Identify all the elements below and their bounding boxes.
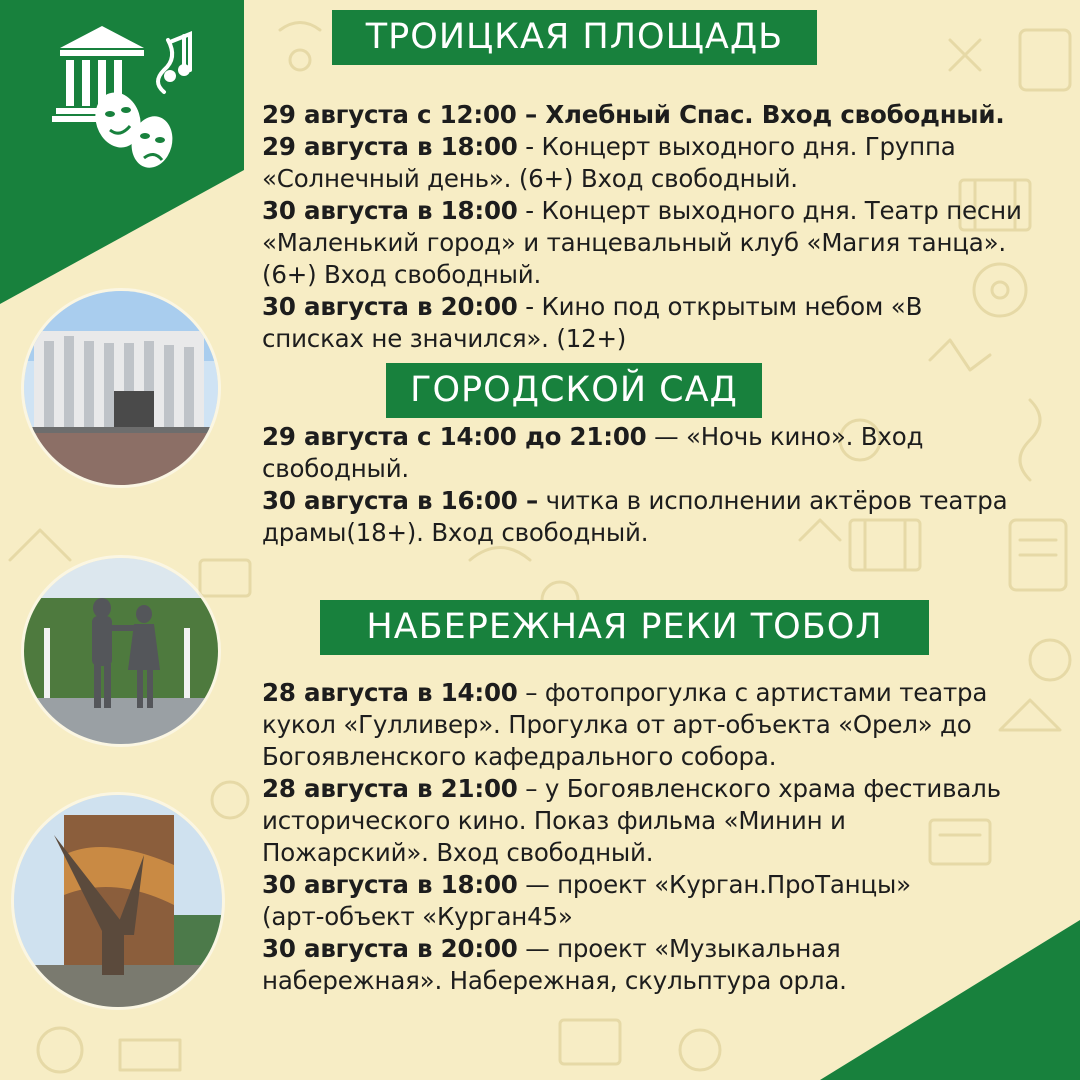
event-line: 30 августа в 18:00 - Концерт выходного дня. Театр песни <box>262 196 1022 225</box>
event-line: «Солнечный день». (6+) Вход свободный. <box>262 164 798 193</box>
events-gorodskoy-sad <box>262 421 1007 549</box>
section-title-naberezhnaya: НАБЕРЕЖНАЯ РЕКИ ТОБОЛ <box>320 600 929 655</box>
event-line: «Маленький город» и танцевальный клуб «Магия танца». <box>262 228 1006 257</box>
event-line: (6+) Вход свободный. <box>262 260 542 289</box>
event-line: 30 августа в 18:00 — проект «Курган.ПроТанцы» <box>262 870 911 899</box>
event-line: (арт-объект «Курган45» <box>262 902 573 931</box>
event-line: списках не значился». (12+) <box>262 324 627 353</box>
event-line: 29 августа с 14:00 до 21:00 — «Ночь кино». Вход <box>262 422 924 451</box>
event-line: 30 августа в 16:00 – читка в исполнении актёров театра <box>262 486 1008 515</box>
event-line: 29 августа в 18:00 - Концерт выходного дня. Группа <box>262 132 956 161</box>
event-line: Богоявленского кафедрального собора. <box>262 742 777 771</box>
event-line: 28 августа в 14:00 – фотопрогулка с артистами театра <box>262 678 988 707</box>
events-troitskaya <box>262 99 1022 355</box>
section-title-troitskaya: ТРОИЦКАЯ ПЛОЩАДЬ <box>332 10 817 65</box>
event-line: 30 августа в 20:00 - Кино под открытым небом «В <box>262 292 923 321</box>
event-line: исторического кино. Показ фильма «Минин и <box>262 806 846 835</box>
event-line: 28 августа в 21:00 – у Богоявленского храма фестиваль <box>262 774 1001 803</box>
theatre-music-icon <box>52 22 212 172</box>
photo-drama-theatre <box>24 291 218 485</box>
section-title-gorodskoy-sad: ГОРОДСКОЙ САД <box>386 363 762 418</box>
event-line: кукол «Гулливер». Прогулка от арт-объекта «Орел» до <box>262 710 972 739</box>
event-line: 29 августа с 12:00 – Хлебный Спас. Вход свободный. <box>262 100 1005 129</box>
photo-couple-sculpture <box>24 558 218 744</box>
event-line: свободный. <box>262 454 410 483</box>
events-naberezhnaya <box>262 677 1001 997</box>
event-line: Пожарский». Вход свободный. <box>262 838 654 867</box>
event-line: набережная». Набережная, скульптура орла. <box>262 966 847 995</box>
photo-eagle-sculpture <box>14 795 222 1007</box>
event-line: 30 августа в 20:00 — проект «Музыкальная <box>262 934 841 963</box>
event-line: драмы(18+). Вход свободный. <box>262 518 649 547</box>
